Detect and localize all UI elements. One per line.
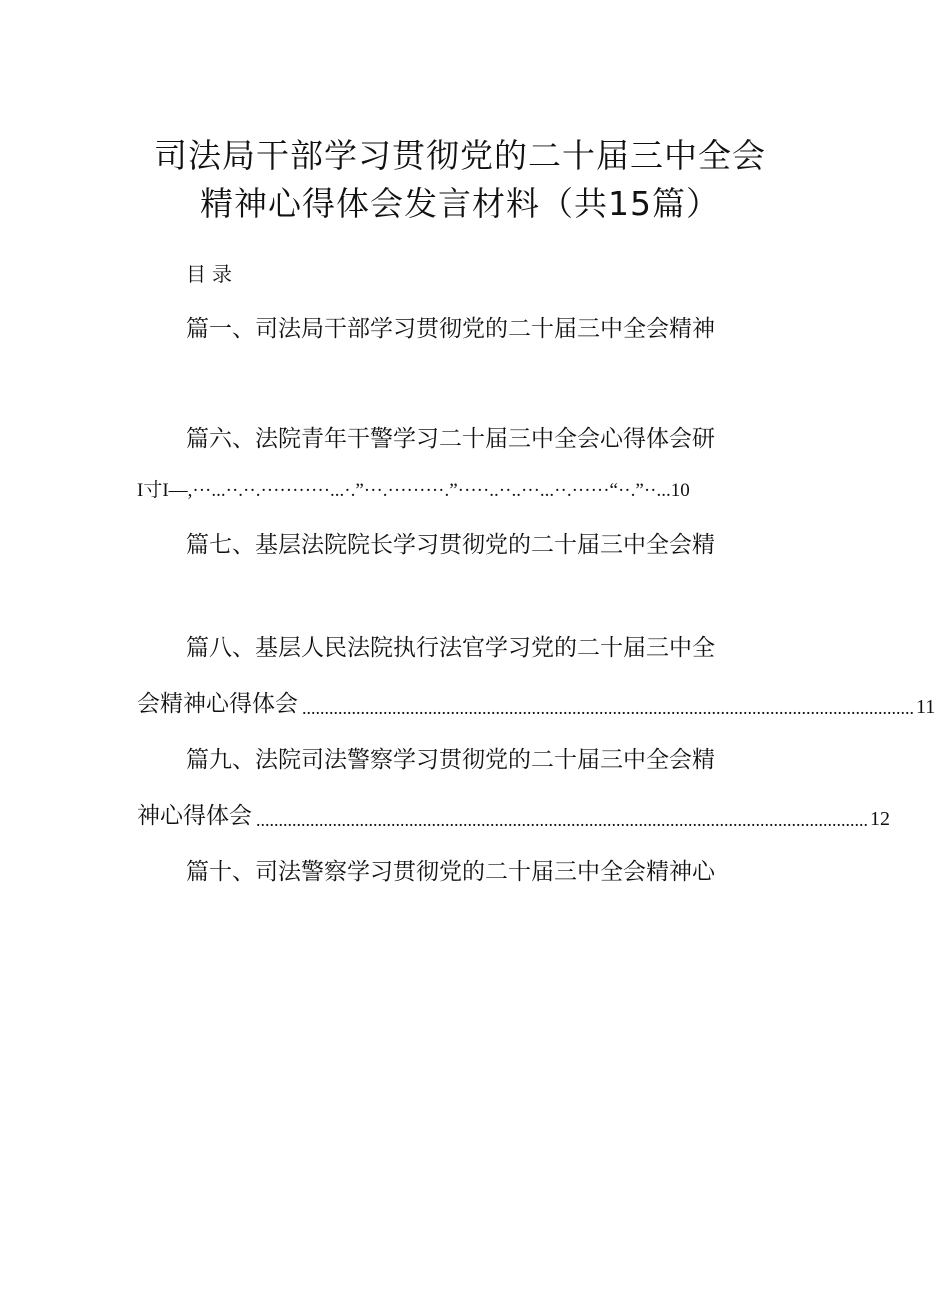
toc-entry-8-continuation[interactable] <box>137 689 935 719</box>
toc-entry-1[interactable]: 篇一、司法局干部学习贯彻党的二十届三中全会精神 <box>186 316 715 342</box>
toc-heading: 目录 <box>186 262 238 286</box>
toc-entry-6[interactable]: 篇六、法院青年干警学习二十届三中全会心得体会研 <box>186 426 715 452</box>
toc-entry-9[interactable]: 篇九、法院司法警察学习贯彻党的二十届三中全会精 <box>186 747 715 773</box>
toc-entry-8[interactable]: 篇八、基层人民法院执行法官学习党的二十届三中全 <box>186 635 715 661</box>
toc-entry-10[interactable]: 篇十、司法警察学习贯彻党的二十届三中全会精神心 <box>186 859 715 885</box>
toc-entry-7[interactable]: 篇七、基层法院院长学习贯彻党的二十届三中全会精 <box>186 532 715 558</box>
toc-entry-9-continuation-text: 神心得体会 <box>137 803 252 829</box>
toc-entry-9-page-number: 12 <box>870 808 890 830</box>
toc-entry-8-continuation-text: 会精神心得体会 <box>137 691 298 717</box>
toc-entry-8-page-number: 11 <box>916 696 935 718</box>
document-title-line-1: 司法局干部学习贯彻党的二十届三中全会 <box>154 136 766 175</box>
toc-entry-9-continuation[interactable] <box>137 801 890 831</box>
dot-leader: ........................................................................................................................................ <box>256 810 868 830</box>
dot-leader: ........................................................................................................................................ <box>302 698 914 718</box>
toc-entry-6-continuation[interactable]: I寸I—,···...··.··.···········...·.”···.·········.”·····..··..···...··.······“··.”··...10 <box>137 480 690 501</box>
document-title-line-2: 精神心得体会发言材料（共15篇） <box>200 184 720 223</box>
